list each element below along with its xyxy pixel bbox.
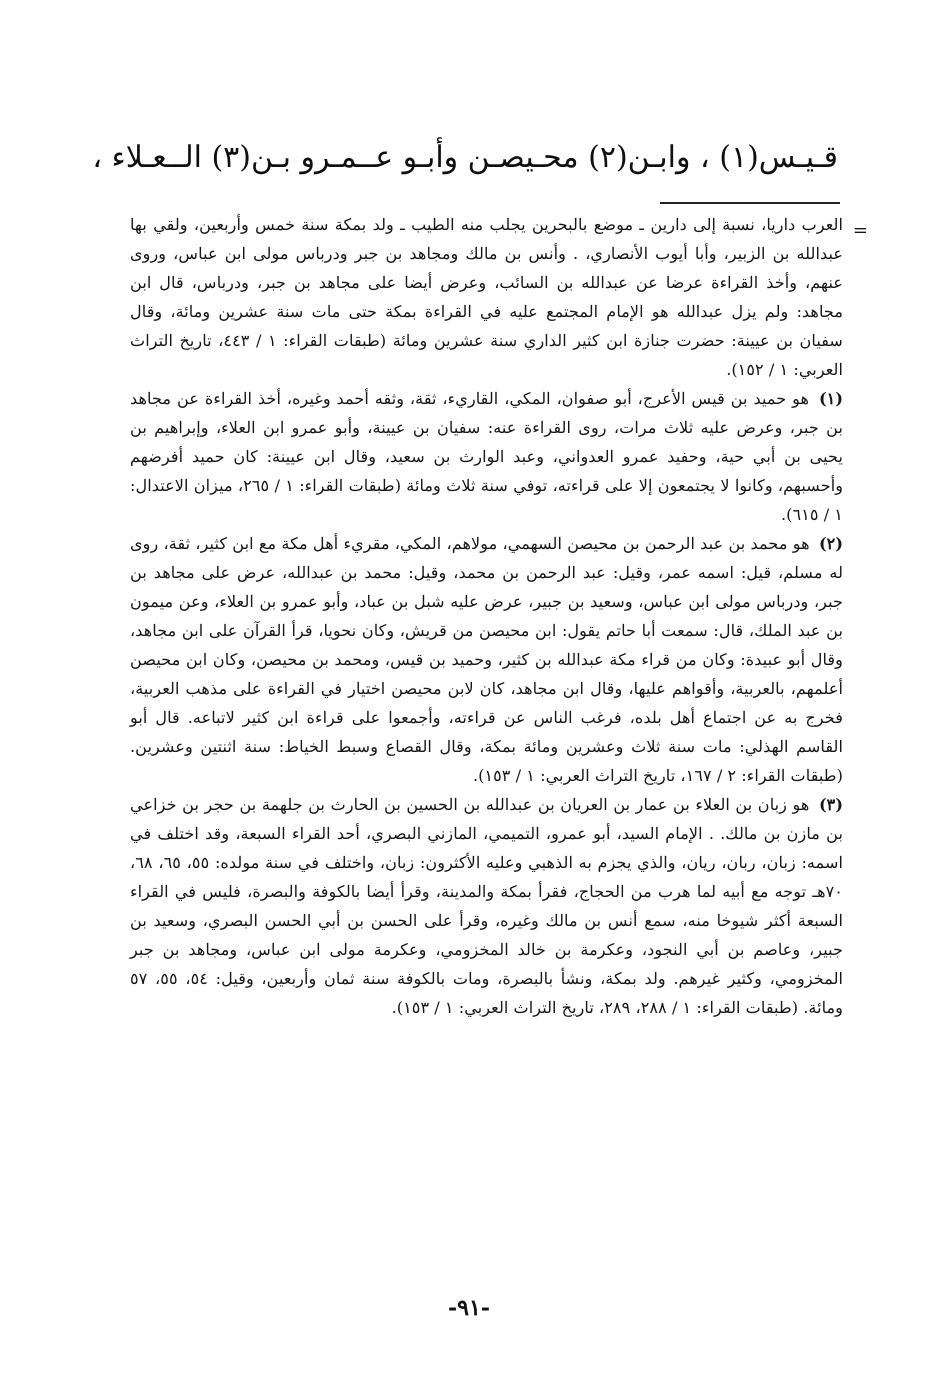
continuation-marker: = xyxy=(852,220,868,241)
footnote-2 xyxy=(130,529,843,790)
footnote-separator xyxy=(660,202,840,204)
page-number: -٩١- xyxy=(448,1295,490,1321)
footnote-number: (٢) xyxy=(818,534,843,553)
footnote-continuation xyxy=(130,210,868,384)
footnote-text: هو حميد بن قيس الأعرج، أبو صفوان، المكي، القاريء، ثقة، وثقه أحمد وغيره، أخذ القراءة عن مجاهد بن جبر، وعرض عليه ثلاث مرات، روى القراءة عنه: سفيان بن عيينة، وأبو عمرو ابن العلاء، وإبراهيم بن يحيى بن أبي حية، وحفيد عمرو العدواني، وعبد الوارث بن سعيد، وقال ابن عيينة: كان حميد أفرضهم وأحسبهم، وكانوا لا يجتمعون إلا على قراءته، توفي سنة ثلاث ومائة (طبقات القراء: ١ / ٢٦٥، ميزان الاعتدال: ١ / ٦١٥). xyxy=(130,389,844,524)
footnote-text: هو محمد بن عبد الرحمن بن محيصن السهمي، مولاهم، المكي، مقريء أهل مكة مع ابن كثير، ثقة، روى له مسلم، قيل: اسمه عمر، وقيل: عبد الرحمن بن محمد، وقيل: محمد بن عبدالله، عرض على مجاهد بن جبر، ودرباس مولى ابن عباس، وسعيد بن جبير، عرض عليه شبل بن عباد، وأبو عمرو بن العلاء، وعن ميمون بن عبد الملك، قال: سمعت أبا حاتم يقول: ابن محيصن من قريش، وكان نحويا، قرأ القرآن على ابن مجاهد، وقال أبو عبيدة: وكان من قراء مكة عبدالله بن كثير، وحميد بن قيس، ومحمد بن محيصن، وكان ابن محيصن أعلمهم، بالعربية، وأقواهم عليها، وقال ابن مجاهد، كان لابن محيصن اختيار في القراءة على مذهب العربية، فخرج به عن اجتماع أهل بلده، فرغب الناس عن قراءته، وأجمعوا على قراءة ابن كثير لاتباعه. قال أبو القاسم الهذلي: مات سنة ثلاث وعشرين ومائة بمكة، وقال القصاع وسبط الخياط: سنة اثنتين وعشرين. (طبقات القراء: ٢ / ١٦٧، تاريخ التراث العربي: ١ / ١٥٣). xyxy=(130,534,843,785)
footnote-text: العرب داريا، نسبة إلى دارين ـ موضع بالبحرين يجلب منه الطيب ـ ولد بمكة سنة خمس وأربعين، ولقي بها عبدالله بن الزبير، وأبا أيوب الأنصاري، . وأنس بن مالك ومجاهد بن جبر ودرباس مولى ابن عباس، وروى عنهم، وأخذ القراءة عرضا عن عبدالله بن السائب، وعرض أيضا على مجاهد بن جبر، ودرباس، قال ابن مجاهد: ولم يزل عبدالله هو الإمام المجتمع عليه في القراءة بمكة حتى مات سنة عشرين ومائة، وقال سفيان بن عيينة: حضرت جنازة ابن كثير الداري سنة عشرين ومائة (طبقات القراء: ١ / ٤٤٣، تاريخ التراث العربي: ١ / ١٥٢). xyxy=(130,215,843,379)
footnote-3 xyxy=(130,790,843,1022)
footnotes xyxy=(130,210,868,1022)
footnote-number: (٣) xyxy=(818,795,844,814)
footnote-1 xyxy=(130,384,843,529)
footnote-text: هو زبان بن العلاء بن عمار بن العريان بن عبدالله بن الحسين بن الحارث بن جلهمة بن حجر بن خزاعي بن مازن بن مالك. . الإمام السيد، أبو عمرو، التميمي، المازني البصري، أحد القراء السبعة، وقد اختلف في اسمه: زبان، ربان، ريان، والذي يجزم به الذهبي وعليه الأكثرون: زبان، واختلف في سنة مولده: ٥٥، ٦٥، ٦٨، ٧٠هـ توجه مع أبيه لما هرب من الحجاج، فقرأ بمكة والمدينة، وقرأ أيضا بالكوفة والبصرة، فليس في القراء السبعة أكثر شيوخا منه، سمع أنس بن مالك وغيره، وقرأ على الحسن بن أبي الحسن البصري، وسعيد بن جبير، وعاصم بن أبي النجود، وعكرمة بن خالد المخزومي، وعكرمة مولى ابن عباس، ومجاهد بن جبر المخزومي، وكثير غيرهم. ولد بمكة، ونشأ بالبصرة، ومات بالكوفة سنة ثمان وأربعين، وقيل: ٥٤، ٥٥، ٥٧ ومائة. (طبقات القراء: ١ / ٢٨٨، ٢٨٩، تاريخ التراث العربي: ١ / ١٥٣). xyxy=(130,795,844,1017)
footnote-number: (١) xyxy=(818,389,843,408)
main-text-line: قـيـس(١) ، وابـن(٢) محـيصـن وأبـو عــمـرو بـن(٣) الــعـلاء ، xyxy=(92,140,838,175)
